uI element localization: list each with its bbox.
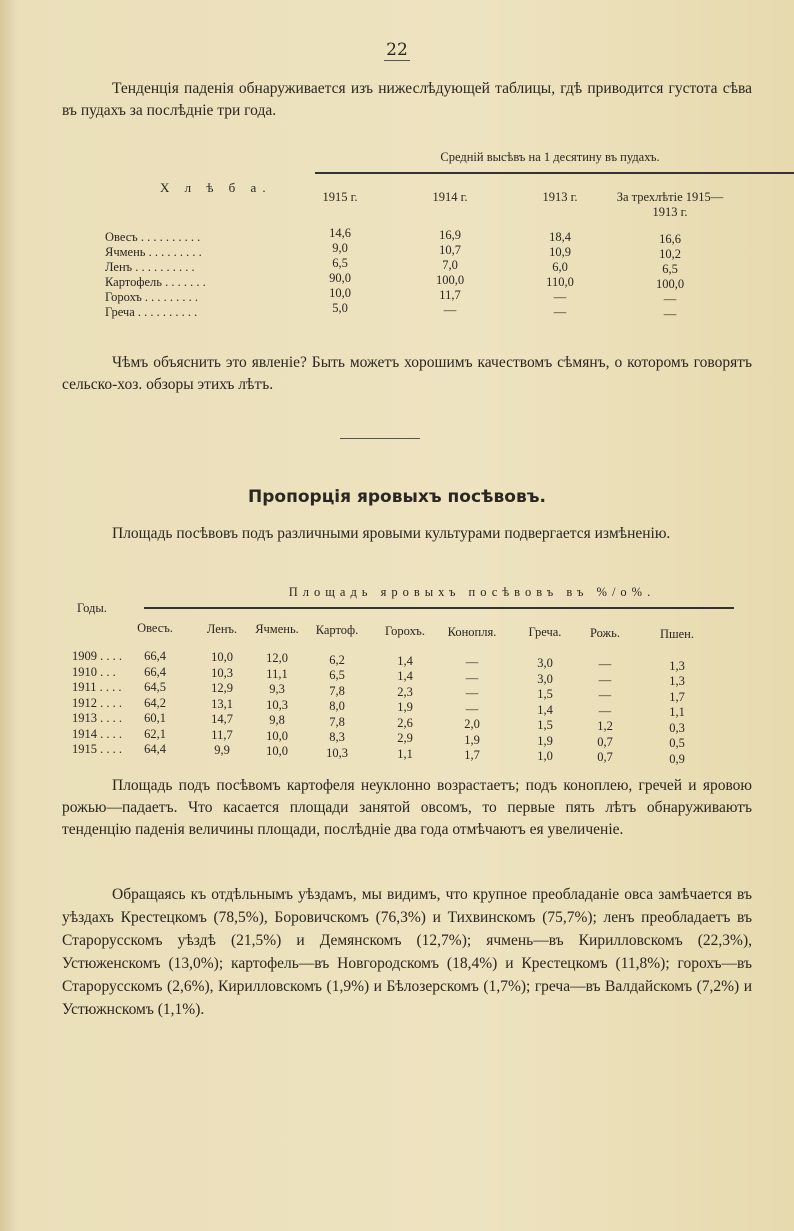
table1-cell: 10,7 <box>439 243 461 257</box>
table1-cell: — <box>553 290 567 304</box>
intro-paragraph: Тенденція паденія обнаруживается изъ нижеслѣдующей таблицы, гдѣ приводится густота сѣва въ пудахъ за послѣдніе три года. <box>62 80 752 119</box>
table2-cell: 66,4 <box>144 664 166 679</box>
table2-cell: — <box>465 701 479 716</box>
table1-cell: 90,0 <box>329 271 351 285</box>
table2-col-header: Пшен. <box>659 626 694 641</box>
table2-cell: — <box>598 672 612 687</box>
table2-cell: 13,1 <box>211 696 233 711</box>
table2-cell: 14,7 <box>211 712 233 727</box>
table2-cell: 1,4 <box>537 702 553 717</box>
table1-cell: 14,6 <box>329 226 351 240</box>
table2-cell: 1,2 <box>597 719 613 734</box>
table2-cell: 10,3 <box>326 745 348 760</box>
table1-cell: — <box>663 292 677 306</box>
table2-cell: 62,1 <box>144 726 166 741</box>
table2-cell: 1,0 <box>537 749 553 764</box>
table2-year-label: 1915 . . . . <box>72 742 122 756</box>
table2-cell: — <box>465 670 479 685</box>
table2-cell: 66,4 <box>144 649 166 663</box>
table2-col-header: Греча. <box>528 625 562 640</box>
table2-cell: 1,3 <box>669 658 685 673</box>
table2-col-header: Конопля. <box>447 624 497 639</box>
table2-cell: 3,0 <box>537 671 553 686</box>
table2-cell: 1,7 <box>669 689 685 704</box>
paragraph-5: Обращаясь къ отдѣльнымъ уѣздамъ, мы видимъ, что крупное преобладаніе овса замѣчается въ уѣздахъ Крестецкомъ (78,5%), Боровичскомъ (76,3%) и Тихвинскомъ (75,7%); ленъ преобладаетъ въ Старорусскомъ уѣздѣ (21,5%) и Демянскомъ (12,7%); ячмень—въ Кирилловскомъ (22,3%), Устюженскомъ (13,0%); картофель—въ Новгородскомъ (18,4%) и Крестецкомъ (11,8%); горохъ—въ Старорусскомъ (2,6%), Кирилловскомъ (1,9%) и Бѣлозерскомъ (1,7%); греча—въ Валдайскомъ (7,2%) и Устюжнскомъ (1,1%). <box>62 886 752 1018</box>
divider <box>340 438 420 439</box>
table2-year-label: 1913 . . . . <box>72 711 122 725</box>
table1-cell: 100,0 <box>655 277 685 291</box>
table1-row-label: Ячмень . . . . . . . . . <box>105 245 202 259</box>
table1-cell: — <box>663 307 677 321</box>
table1-row-label: Картофель . . . . . . . <box>105 275 206 289</box>
table2-cell: 2,0 <box>464 717 480 731</box>
table2-cell: 11,7 <box>211 727 233 742</box>
table2-cell: — <box>598 703 612 718</box>
table2-cell: 1,4 <box>397 669 413 684</box>
table1-cell: — <box>553 305 567 319</box>
table2-cell: 10,3 <box>211 665 233 680</box>
table1-cell: 6,0 <box>552 260 568 274</box>
table2-cell: 1,5 <box>537 687 553 702</box>
table2-cell: 1,9 <box>397 700 413 715</box>
table2-rule <box>144 607 734 609</box>
table1-cell: 7,0 <box>442 258 458 272</box>
paragraph-2: Чѣмъ объяснить это явленіе? Быть можетъ хорошимъ качествомъ сѣмянъ, о которомъ говорятъ сельско-хоз. обзоры этихъ лѣтъ. <box>62 354 752 393</box>
paragraph-3: Площадь посѣвовъ подъ различными яровыми культурами подвергается измѣненію. <box>112 525 671 542</box>
table2-cell: 7,8 <box>329 683 345 698</box>
page-number: 22 <box>386 40 408 60</box>
table1-cell: 6,5 <box>662 262 678 276</box>
table2-cell: 1,5 <box>537 718 553 733</box>
table1-col-header: 1913 г. <box>542 190 578 204</box>
paragraph-4: Площадь подъ посѣвомъ картофеля неуклонно возрастаетъ; подъ коноплею, гречей и яровою рожью—падаетъ. Что касается площади занятой овсомъ, то первые пять лѣтъ обнаруживаютъ тенденцію паденія величины площади, послѣдніе два года отмѣчаютъ ея увеличеніе. <box>62 777 752 838</box>
table1-col-header: За трехлѣтіе 1915—1913 г. <box>616 190 724 219</box>
table2-cell: 7,8 <box>329 714 345 729</box>
table2-cell: 0,5 <box>669 736 685 751</box>
table2-cell: 12,0 <box>266 651 288 666</box>
table1-cell: 16,6 <box>659 232 681 246</box>
table1-cell: 10,9 <box>549 245 571 259</box>
table2-year-label: 1912 . . . . <box>72 695 122 710</box>
table2-cell: 60,1 <box>144 711 166 725</box>
table2-col-header: Ленъ. <box>206 621 238 636</box>
table2-cell: 6,5 <box>329 668 345 683</box>
table2-caption: Площадь яровыхъ посѣвовъ въ %/о%. <box>288 585 656 599</box>
table2-cell: 1,9 <box>537 733 553 748</box>
table2-cell: 1,7 <box>464 748 480 762</box>
table1-row-label: Горохъ . . . . . . . . . <box>105 290 199 304</box>
table2-col-header: Ячмень. <box>255 622 299 637</box>
table1-row-label: Греча . . . . . . . . . . <box>105 305 198 319</box>
table2-cell: 10,3 <box>266 697 288 712</box>
table2-cell: 1,1 <box>397 746 413 761</box>
table1-col-header: 1914 г. <box>432 190 468 204</box>
table2-cell: 0,7 <box>597 750 613 765</box>
table2-col-header: Рожь. <box>589 625 621 640</box>
table2-col-header: Картоф. <box>315 623 359 638</box>
table2-cell: — <box>465 655 479 669</box>
table2-cell: 64,5 <box>144 680 166 694</box>
table1-caption: Средній высѣвъ на 1 десятину въ пудахъ. <box>440 150 660 164</box>
table2-cell: 0,3 <box>669 720 685 735</box>
table1-cell: — <box>443 303 457 317</box>
table1-cell: 16,9 <box>439 228 461 242</box>
table1-cell: 6,5 <box>332 256 348 270</box>
table1-rule <box>315 172 794 174</box>
table2-cell: 2,9 <box>397 731 413 746</box>
table1-row-label: Овесъ . . . . . . . . . . <box>105 230 201 244</box>
table2-col-header: Овесъ. <box>137 621 173 635</box>
table2-cell: 1,1 <box>669 705 685 720</box>
table2-year-label: 1911 . . . . <box>72 680 122 694</box>
table2-cell: — <box>598 688 612 703</box>
table1-cell: 11,7 <box>439 288 461 302</box>
table2-cell: 8,3 <box>329 730 345 745</box>
table1-row-header: Х л ѣ б а. <box>160 180 272 195</box>
table2-cell: 10,0 <box>266 744 288 759</box>
table2-cell: 1,3 <box>669 674 685 689</box>
table2-cell: 11,1 <box>266 666 288 681</box>
table2-cell: 3,0 <box>537 656 553 671</box>
section-heading: Пропорція яровыхъ посѣвовъ. <box>248 487 546 507</box>
table2-cell: — <box>598 657 612 672</box>
table2-cell: 0,9 <box>669 751 685 766</box>
table2-cell: 0,7 <box>597 734 613 749</box>
table2-col-header: Горохъ. <box>385 623 425 638</box>
table2-cell: 2,6 <box>397 715 413 730</box>
table1-cell: 100,0 <box>435 273 465 287</box>
table2-cell: 9,8 <box>269 713 285 728</box>
table2-year-label: 1914 . . . . <box>72 726 122 741</box>
table2-cell: 10,0 <box>266 728 288 743</box>
table2-cell: 64,2 <box>144 695 166 710</box>
table2-cell: 9,9 <box>214 743 230 758</box>
table1-cell: 5,0 <box>332 301 348 315</box>
table2-years-label: Годы. <box>77 601 107 615</box>
table1-cell: 10,2 <box>659 247 681 261</box>
table2-cell: 1,9 <box>464 732 480 747</box>
table2-cell: 10,0 <box>211 650 233 665</box>
table1-row-label: Ленъ . . . . . . . . . . <box>105 260 195 274</box>
table2-cell: 64,4 <box>144 742 166 756</box>
table2-year-label: 1909 . . . . <box>72 649 122 663</box>
table1-cell: 18,4 <box>549 230 571 244</box>
table2-cell: 9,3 <box>269 682 285 697</box>
table2-cell: 12,9 <box>211 681 233 696</box>
table1-cell: 110,0 <box>546 275 574 289</box>
table2-cell: — <box>465 686 479 700</box>
table1-cell: 9,0 <box>332 241 348 255</box>
table2-cell: 1,4 <box>397 653 413 668</box>
table2-cell: 2,3 <box>397 684 413 699</box>
table1-cell: 10,0 <box>329 286 351 300</box>
table2-cell: 8,0 <box>329 699 345 714</box>
table2-cell: 6,2 <box>329 652 345 667</box>
table1-col-header: 1915 г. <box>322 190 358 204</box>
table2-year-label: 1910 . . . <box>72 664 116 679</box>
